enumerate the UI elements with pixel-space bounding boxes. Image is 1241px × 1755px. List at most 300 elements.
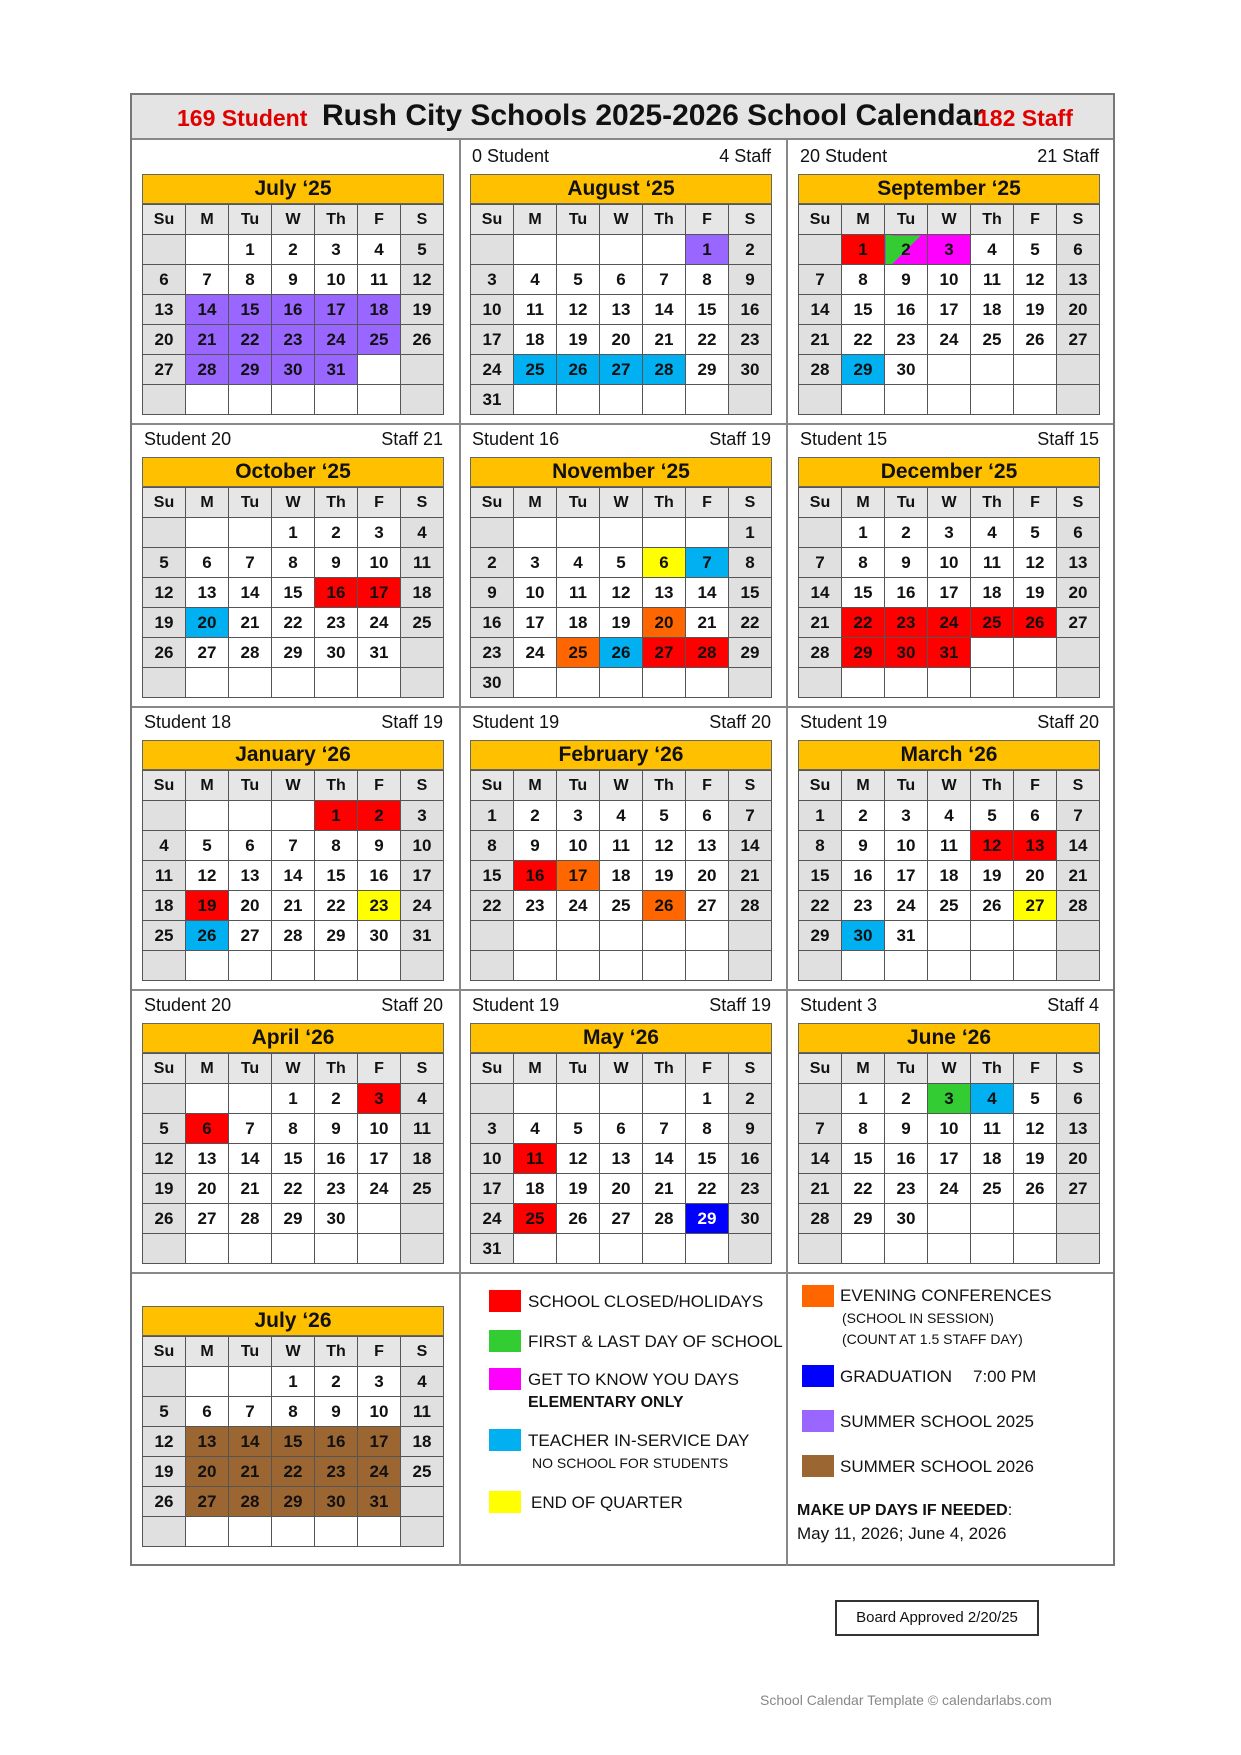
calendar-day: 20 [229, 891, 272, 921]
calendar-day: 26 [143, 1487, 186, 1517]
empty-day [229, 385, 272, 415]
calendar-day: 31 [315, 355, 358, 385]
staff-count: Staff 20 [1037, 712, 1099, 732]
calendar-day: 5 [401, 235, 444, 265]
calendar-day: 25 [514, 355, 557, 385]
calendar-day: 15 [272, 1427, 315, 1457]
month-title: October ‘25 [142, 457, 444, 487]
calendar-day: 19 [600, 608, 643, 638]
legend-swatch-quarter [489, 1491, 521, 1513]
empty-day [557, 951, 600, 981]
calendar-day: 26 [1014, 1174, 1057, 1204]
calendar-day: 22 [729, 608, 772, 638]
calendar-day: 31 [928, 638, 971, 668]
calendar-day: 24 [358, 1457, 401, 1487]
weekday-header: S [401, 1337, 444, 1367]
weekday-header: Su [471, 771, 514, 801]
month-day-counts [470, 427, 773, 451]
empty-day [401, 1204, 444, 1234]
empty-day [557, 518, 600, 548]
calendar-day: 26 [143, 1204, 186, 1234]
calendar-day: 3 [401, 801, 444, 831]
calendar-day: 11 [557, 578, 600, 608]
calendar-day: 16 [842, 861, 885, 891]
calendar-day: 15 [686, 295, 729, 325]
calendar-day: 3 [471, 1114, 514, 1144]
calendar-day: 10 [358, 1114, 401, 1144]
calendar-day: 17 [401, 861, 444, 891]
weekday-header: Su [799, 205, 842, 235]
calendar-day: 13 [186, 578, 229, 608]
calendar-day: 23 [272, 325, 315, 355]
weekday-header: F [1014, 205, 1057, 235]
empty-day [143, 1084, 186, 1114]
calendar-day: 24 [358, 1174, 401, 1204]
staff-days-total: 182 Staff [977, 105, 1073, 131]
calendar-day: 21 [186, 325, 229, 355]
weekday-header: Su [799, 488, 842, 518]
calendar-day: 22 [272, 1174, 315, 1204]
empty-day [643, 235, 686, 265]
calendar-day: 25 [401, 1457, 444, 1487]
month-table [142, 487, 444, 698]
calendar-day: 7 [799, 548, 842, 578]
calendar-day: 28 [229, 1204, 272, 1234]
student-count: Student 16 [472, 429, 560, 449]
legend-swatch-graduation [802, 1365, 834, 1387]
weekday-header: W [600, 488, 643, 518]
legend-conferences-sub1: (SCHOOL IN SESSION) [842, 1310, 994, 1326]
weekday-header: F [358, 488, 401, 518]
calendar-day: 15 [315, 861, 358, 891]
empty-day [799, 668, 842, 698]
calendar-day: 6 [643, 548, 686, 578]
weekday-header: Su [143, 205, 186, 235]
staff-count: Staff 20 [709, 712, 771, 732]
month-title: September ‘25 [798, 174, 1100, 204]
calendar-day: 26 [143, 638, 186, 668]
weekday-header: Th [315, 488, 358, 518]
staff-count: Staff 19 [381, 712, 443, 732]
calendar-day: 9 [842, 831, 885, 861]
calendar-day: 19 [186, 891, 229, 921]
empty-day [557, 235, 600, 265]
calendar-day: 9 [315, 1397, 358, 1427]
month-block [798, 427, 1101, 707]
empty-day [143, 385, 186, 415]
calendar-day: 29 [229, 355, 272, 385]
calendar-day: 20 [600, 1174, 643, 1204]
empty-day [686, 1234, 729, 1264]
calendar-day: 9 [471, 578, 514, 608]
legend-swatch-closed [489, 1290, 521, 1312]
calendar-day: 11 [971, 548, 1014, 578]
empty-day [971, 385, 1014, 415]
month-block [470, 427, 773, 707]
calendar-day: 2 [315, 1084, 358, 1114]
empty-day [643, 385, 686, 415]
empty-day [1014, 1204, 1057, 1234]
calendar-day: 2 [514, 801, 557, 831]
calendar-day: 6 [186, 548, 229, 578]
calendar-day: 13 [186, 1427, 229, 1457]
calendar-day: 17 [471, 1174, 514, 1204]
calendar-day: 28 [686, 638, 729, 668]
legend-first-last: FIRST & LAST DAY OF SCHOOL [528, 1332, 783, 1351]
month-block [798, 144, 1101, 424]
calendar-day: 22 [842, 325, 885, 355]
calendar-day: 19 [1014, 578, 1057, 608]
weekday-header: S [401, 1054, 444, 1084]
empty-day [729, 951, 772, 981]
empty-day [557, 1234, 600, 1264]
calendar-day: 9 [315, 548, 358, 578]
calendar-day: 15 [842, 578, 885, 608]
calendar-day: 11 [514, 295, 557, 325]
calendar-day: 20 [1057, 1144, 1100, 1174]
calendar-day: 30 [315, 1204, 358, 1234]
weekday-header: Tu [885, 1054, 928, 1084]
empty-day [358, 1234, 401, 1264]
calendar-day: 21 [229, 1457, 272, 1487]
calendar-day: 23 [885, 1174, 928, 1204]
empty-day [928, 668, 971, 698]
empty-day [471, 951, 514, 981]
calendar-day: 10 [401, 831, 444, 861]
empty-day [842, 385, 885, 415]
calendar-day: 13 [1057, 1114, 1100, 1144]
empty-day [928, 1234, 971, 1264]
calendar-day: 15 [471, 861, 514, 891]
calendar-day: 6 [600, 265, 643, 295]
calendar-day: 4 [600, 801, 643, 831]
calendar-day: 10 [514, 578, 557, 608]
calendar-day: 22 [686, 1174, 729, 1204]
calendar-day: 24 [557, 891, 600, 921]
calendar-day: 5 [1014, 518, 1057, 548]
calendar-day: 3 [928, 1084, 971, 1114]
makeup-days-colon: : [1007, 1502, 1013, 1519]
empty-day [514, 1234, 557, 1264]
calendar-day: 14 [229, 578, 272, 608]
calendar-day: 27 [600, 355, 643, 385]
month-block [142, 427, 445, 707]
empty-day [514, 385, 557, 415]
calendar-day: 9 [885, 265, 928, 295]
empty-day [600, 951, 643, 981]
calendar-day: 7 [686, 548, 729, 578]
calendar-day: 3 [358, 1367, 401, 1397]
weekday-header: Tu [885, 771, 928, 801]
weekday-header: Tu [557, 488, 600, 518]
empty-day [514, 1084, 557, 1114]
calendar-day: 25 [514, 1204, 557, 1234]
calendar-day: 7 [643, 1114, 686, 1144]
calendar-day: 9 [885, 1114, 928, 1144]
empty-day [729, 385, 772, 415]
weekday-header: W [272, 1054, 315, 1084]
empty-day [401, 1234, 444, 1264]
calendar-day: 24 [358, 608, 401, 638]
calendar-day: 20 [186, 608, 229, 638]
calendar-day: 17 [358, 578, 401, 608]
calendar-day: 15 [729, 578, 772, 608]
month-day-counts [142, 1276, 445, 1300]
empty-day [229, 1517, 272, 1547]
calendar-day: 21 [1057, 861, 1100, 891]
legend-swatch-conferences [802, 1285, 834, 1307]
calendar-day: 1 [842, 518, 885, 548]
empty-day [1014, 355, 1057, 385]
calendar-day: 10 [471, 295, 514, 325]
calendar-day: 30 [729, 1204, 772, 1234]
calendar-day: 5 [143, 548, 186, 578]
weekday-header: Th [643, 205, 686, 235]
calendar-day: 13 [686, 831, 729, 861]
calendar-day: 16 [272, 295, 315, 325]
empty-day [600, 518, 643, 548]
weekday-header: W [272, 771, 315, 801]
weekday-header: M [186, 1054, 229, 1084]
calendar-day: 1 [272, 1367, 315, 1397]
calendar-day: 27 [186, 638, 229, 668]
calendar-day: 6 [229, 831, 272, 861]
empty-day [186, 668, 229, 698]
empty-day [686, 518, 729, 548]
empty-day [842, 951, 885, 981]
weekday-header: S [1057, 771, 1100, 801]
calendar-day: 4 [971, 235, 1014, 265]
empty-day [799, 518, 842, 548]
empty-day [971, 355, 1014, 385]
empty-day [272, 1517, 315, 1547]
weekday-header: S [1057, 1054, 1100, 1084]
calendar-day: 4 [514, 265, 557, 295]
calendar-day: 4 [143, 831, 186, 861]
calendar-day: 3 [928, 518, 971, 548]
calendar-day: 30 [358, 921, 401, 951]
calendar-day: 25 [928, 891, 971, 921]
empty-day [514, 518, 557, 548]
calendar-day: 28 [1057, 891, 1100, 921]
column-divider [459, 140, 461, 1566]
month-block [142, 1276, 445, 1556]
empty-day [971, 921, 1014, 951]
empty-day [799, 1084, 842, 1114]
calendar-day: 13 [600, 1144, 643, 1174]
staff-count: Staff 19 [709, 995, 771, 1015]
column-divider [786, 140, 788, 1566]
calendar-day: 20 [186, 1174, 229, 1204]
empty-day [186, 1517, 229, 1547]
calendar-day: 20 [143, 325, 186, 355]
weekday-header: W [600, 205, 643, 235]
empty-day [272, 801, 315, 831]
calendar-day: 21 [272, 891, 315, 921]
empty-day [643, 668, 686, 698]
month-title: July ‘26 [142, 1306, 444, 1336]
calendar-day: 5 [643, 801, 686, 831]
weekday-header: Th [643, 771, 686, 801]
calendar-day: 8 [272, 1397, 315, 1427]
calendar-day: 6 [600, 1114, 643, 1144]
calendar-day: 2 [885, 518, 928, 548]
calendar-day: 6 [1057, 1084, 1100, 1114]
weekday-header: S [401, 205, 444, 235]
calendar-day: 11 [600, 831, 643, 861]
calendar-day: 19 [557, 325, 600, 355]
weekday-header: Tu [557, 1054, 600, 1084]
empty-day [729, 668, 772, 698]
empty-day [272, 668, 315, 698]
calendar-day: 27 [600, 1204, 643, 1234]
month-block [142, 144, 445, 424]
calendar-day: 18 [514, 325, 557, 355]
weekday-header: M [842, 1054, 885, 1084]
calendar-day: 12 [401, 265, 444, 295]
empty-day [143, 668, 186, 698]
student-count: Student 15 [800, 429, 888, 449]
calendar-day: 1 [315, 801, 358, 831]
empty-day [729, 921, 772, 951]
calendar-day: 22 [799, 891, 842, 921]
calendar-day: 10 [315, 265, 358, 295]
footer-credit: School Calendar Template © calendarlabs.com [760, 1692, 1052, 1708]
weekday-header: Tu [885, 488, 928, 518]
calendar-day: 26 [557, 1204, 600, 1234]
calendar-day: 3 [557, 801, 600, 831]
calendar-day: 28 [229, 1487, 272, 1517]
calendar-day: 22 [315, 891, 358, 921]
calendar-day: 7 [729, 801, 772, 831]
legend-conferences: EVENING CONFERENCES [840, 1286, 1052, 1305]
legend-gtky-sub: ELEMENTARY ONLY [528, 1394, 684, 1411]
calendar-day: 5 [971, 801, 1014, 831]
weekday-header: Tu [229, 1054, 272, 1084]
empty-day [600, 1234, 643, 1264]
staff-count: 21 Staff [1037, 146, 1099, 166]
calendar-day: 14 [643, 1144, 686, 1174]
empty-day [1014, 638, 1057, 668]
calendar-day: 9 [729, 265, 772, 295]
calendar-day: 18 [401, 1427, 444, 1457]
staff-count: Staff 19 [709, 429, 771, 449]
calendar-day: 24 [471, 355, 514, 385]
empty-day [1057, 385, 1100, 415]
page-title: Rush City Schools 2025-2026 School Calendar [322, 99, 984, 132]
calendar-day: 25 [971, 1174, 1014, 1204]
empty-day [401, 951, 444, 981]
calendar-day: 12 [1014, 548, 1057, 578]
empty-day [557, 385, 600, 415]
calendar-day: 17 [928, 1144, 971, 1174]
empty-day [471, 1084, 514, 1114]
month-title: August ‘25 [470, 174, 772, 204]
calendar-day: 19 [557, 1174, 600, 1204]
calendar-day: 22 [686, 325, 729, 355]
empty-day [186, 951, 229, 981]
empty-day [686, 921, 729, 951]
student-count: Student 18 [144, 712, 232, 732]
legend-summer2026: SUMMER SCHOOL 2026 [840, 1457, 1034, 1476]
makeup-days-title-text: MAKE UP DAYS IF NEEDED [797, 1502, 1008, 1519]
empty-day [600, 385, 643, 415]
calendar-day: 11 [401, 1114, 444, 1144]
weekday-header: F [358, 1054, 401, 1084]
legend-swatch-first-last [489, 1330, 521, 1352]
month-day-counts [470, 993, 773, 1017]
legend-graduation-time: 7:00 PM [973, 1367, 1037, 1386]
calendar-day: 7 [1057, 801, 1100, 831]
calendar-day: 3 [928, 235, 971, 265]
empty-day [358, 355, 401, 385]
weekday-header: Th [971, 205, 1014, 235]
weekday-header: Th [315, 1337, 358, 1367]
calendar-day: 4 [971, 1084, 1014, 1114]
calendar-day: 15 [842, 1144, 885, 1174]
weekday-header: W [928, 1054, 971, 1084]
calendar-day: 18 [401, 578, 444, 608]
empty-day [643, 1234, 686, 1264]
calendar-day: 5 [1014, 235, 1057, 265]
calendar-day: 15 [686, 1144, 729, 1174]
calendar-day: 2 [471, 548, 514, 578]
calendar-header [132, 95, 1113, 140]
calendar-day: 9 [272, 265, 315, 295]
calendar-day: 3 [514, 548, 557, 578]
calendar-day: 21 [799, 325, 842, 355]
empty-day [885, 951, 928, 981]
calendar-day: 4 [358, 235, 401, 265]
empty-day [315, 951, 358, 981]
calendar-day: 1 [842, 1084, 885, 1114]
calendar-day: 3 [358, 1084, 401, 1114]
empty-day [514, 235, 557, 265]
calendar-day: 29 [799, 921, 842, 951]
weekday-header: Th [971, 771, 1014, 801]
calendar-day: 24 [885, 891, 928, 921]
calendar-day: 1 [842, 235, 885, 265]
calendar-day: 28 [186, 355, 229, 385]
calendar-day: 21 [686, 608, 729, 638]
empty-day [928, 951, 971, 981]
calendar-day: 2 [885, 1084, 928, 1114]
calendar-day: 4 [557, 548, 600, 578]
month-title: March ‘26 [798, 740, 1100, 770]
calendar-day: 26 [1014, 608, 1057, 638]
calendar-day: 16 [885, 1144, 928, 1174]
calendar-day: 17 [557, 861, 600, 891]
empty-day [928, 921, 971, 951]
student-count: Student 19 [800, 712, 888, 732]
calendar-day: 30 [885, 1204, 928, 1234]
weekday-header: W [600, 1054, 643, 1084]
empty-day [358, 668, 401, 698]
calendar-day: 17 [358, 1144, 401, 1174]
calendar-day: 24 [401, 891, 444, 921]
calendar-day: 4 [401, 1367, 444, 1397]
month-day-counts [798, 427, 1101, 451]
student-count: Student 20 [144, 995, 232, 1015]
empty-day [686, 668, 729, 698]
calendar-day: 1 [729, 518, 772, 548]
empty-day [315, 385, 358, 415]
empty-day [557, 921, 600, 951]
calendar-day: 27 [186, 1487, 229, 1517]
month-title: May ‘26 [470, 1023, 772, 1053]
calendar-day: 11 [358, 265, 401, 295]
month-title: February ‘26 [470, 740, 772, 770]
